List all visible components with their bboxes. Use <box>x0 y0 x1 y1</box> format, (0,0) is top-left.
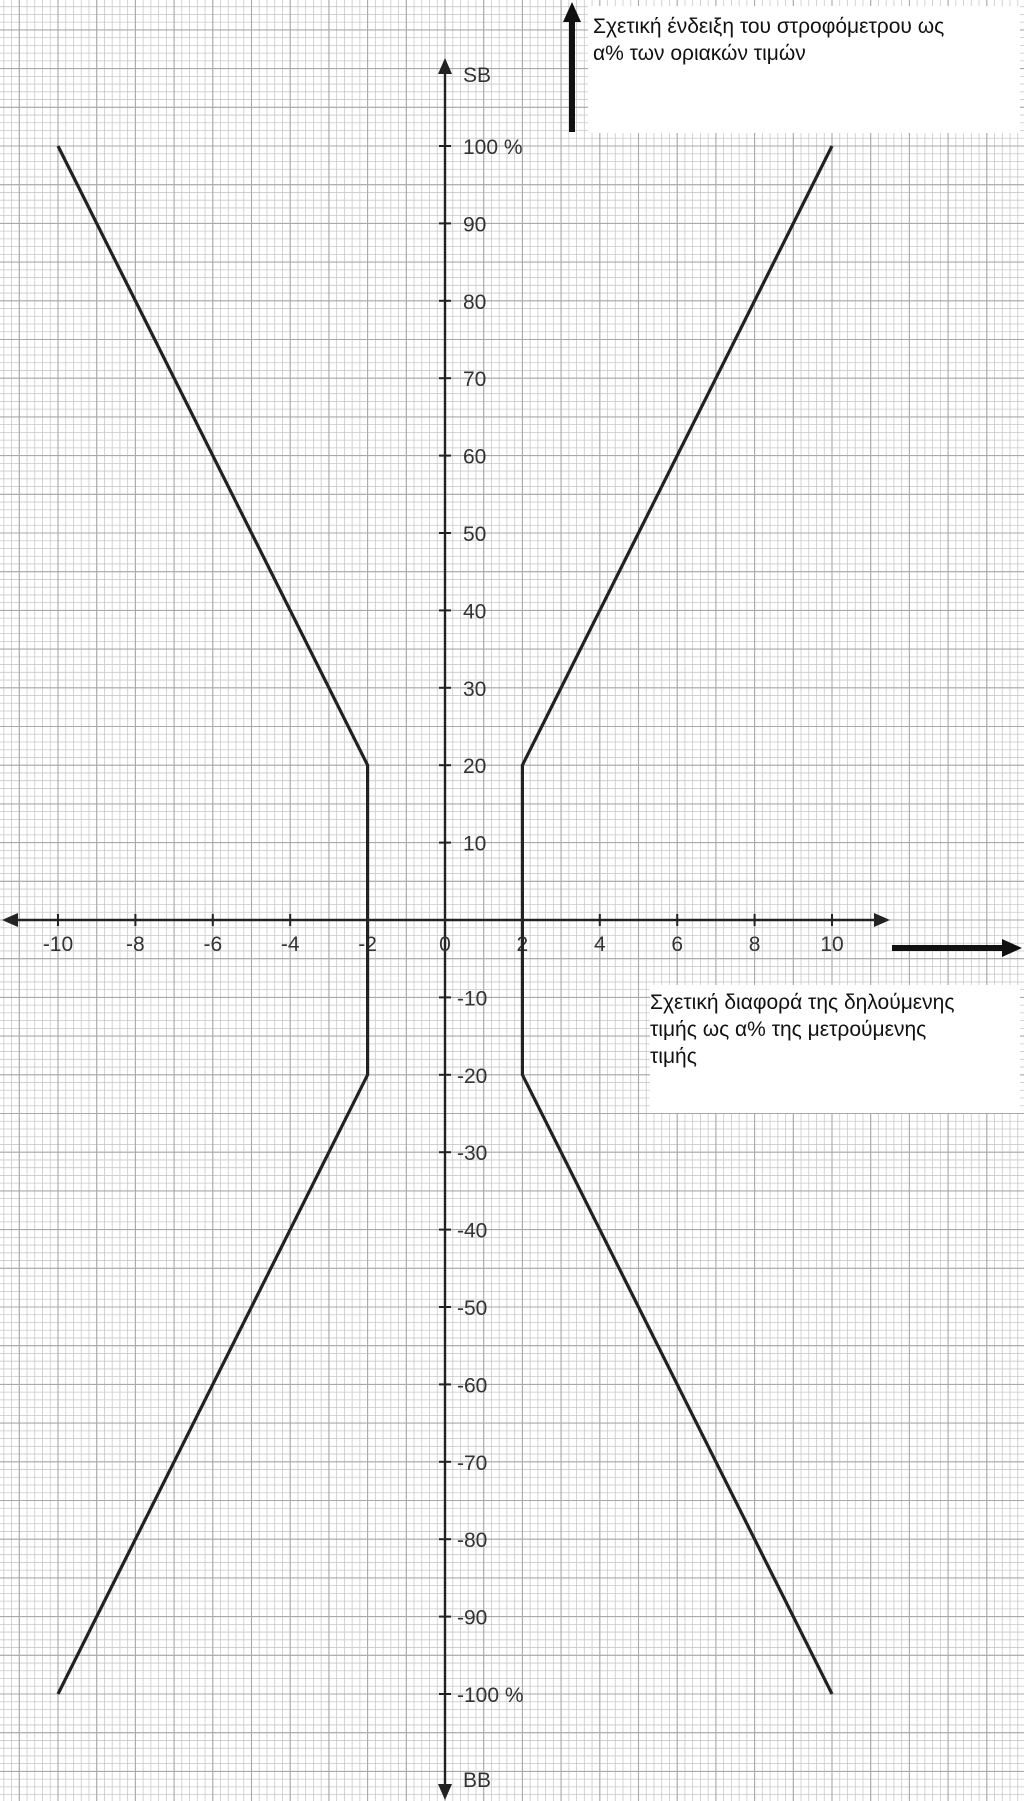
y-axis-arrow-top <box>438 58 452 74</box>
y-tick-label: -100 % <box>457 1684 524 1707</box>
y-axis-annotation <box>588 6 1020 133</box>
x-tick-label: 8 <box>748 933 761 956</box>
x-axis-label-line-2: τιμής ως α% της μετρούμενης <box>650 1018 927 1041</box>
y-tick-label: -40 <box>457 1219 488 1243</box>
y-axis-label-line-2: α% των οριακών τιμών <box>593 42 806 65</box>
y-tick-label: 60 <box>463 445 487 469</box>
y-tick-label: 80 <box>463 290 487 314</box>
y-tick-label: 70 <box>463 368 487 392</box>
y-tick-label: -90 <box>457 1606 488 1630</box>
x-tick-label: -10 <box>42 933 74 956</box>
x-tick-label: 2 <box>516 933 529 956</box>
y-tick-label: -10 <box>457 987 488 1011</box>
y-axis-arrow-bottom <box>438 1784 452 1800</box>
y-tick-label: -30 <box>457 1142 488 1166</box>
indicator-arrows <box>563 2 1022 957</box>
x-tick-label: -8 <box>126 933 145 956</box>
y-tick-label: -60 <box>457 1374 488 1398</box>
x-axis-arrow-right <box>874 913 890 927</box>
x-axis-arrow-left <box>2 913 18 927</box>
y-tick-label: 90 <box>463 213 487 237</box>
y-tick-label: -80 <box>457 1529 488 1553</box>
x-axis-label-line-1: Σχετική διαφορά της δηλούμενης <box>650 991 955 1014</box>
y-axis-bottom-label: BB <box>463 1769 492 1792</box>
y-tick-label: 20 <box>463 755 487 779</box>
y-tick-label: -70 <box>457 1451 488 1475</box>
y-axis-label-line-1: Σχετική ένδειξη του στροφόμετρου ως <box>593 15 945 38</box>
y-tick-label: -50 <box>457 1297 488 1320</box>
x-tick-label: 4 <box>593 933 606 956</box>
y-tick-label: 100 % <box>463 136 523 159</box>
y-indicator-arrow-head <box>563 2 581 22</box>
x-tick-label: 6 <box>671 933 684 956</box>
x-axis-annotation <box>650 985 1020 1113</box>
y-axis-top-label: SB <box>463 64 492 87</box>
x-axis-label-line-3: τιμής <box>650 1045 697 1068</box>
x-indicator-arrow-head <box>1002 939 1022 957</box>
x-tick-label: -2 <box>358 933 377 956</box>
x-tick-label: -6 <box>203 933 223 956</box>
y-tick-label: 30 <box>463 677 487 701</box>
x-tick-label: 10 <box>820 933 844 956</box>
y-tick-label: 50 <box>463 523 487 546</box>
y-tick-label: -20 <box>457 1064 488 1088</box>
y-tick-label: 40 <box>463 600 487 624</box>
x-tick-label: 0 <box>439 933 451 956</box>
y-tick-label: 10 <box>463 832 487 856</box>
x-tick-label: -4 <box>280 933 300 956</box>
